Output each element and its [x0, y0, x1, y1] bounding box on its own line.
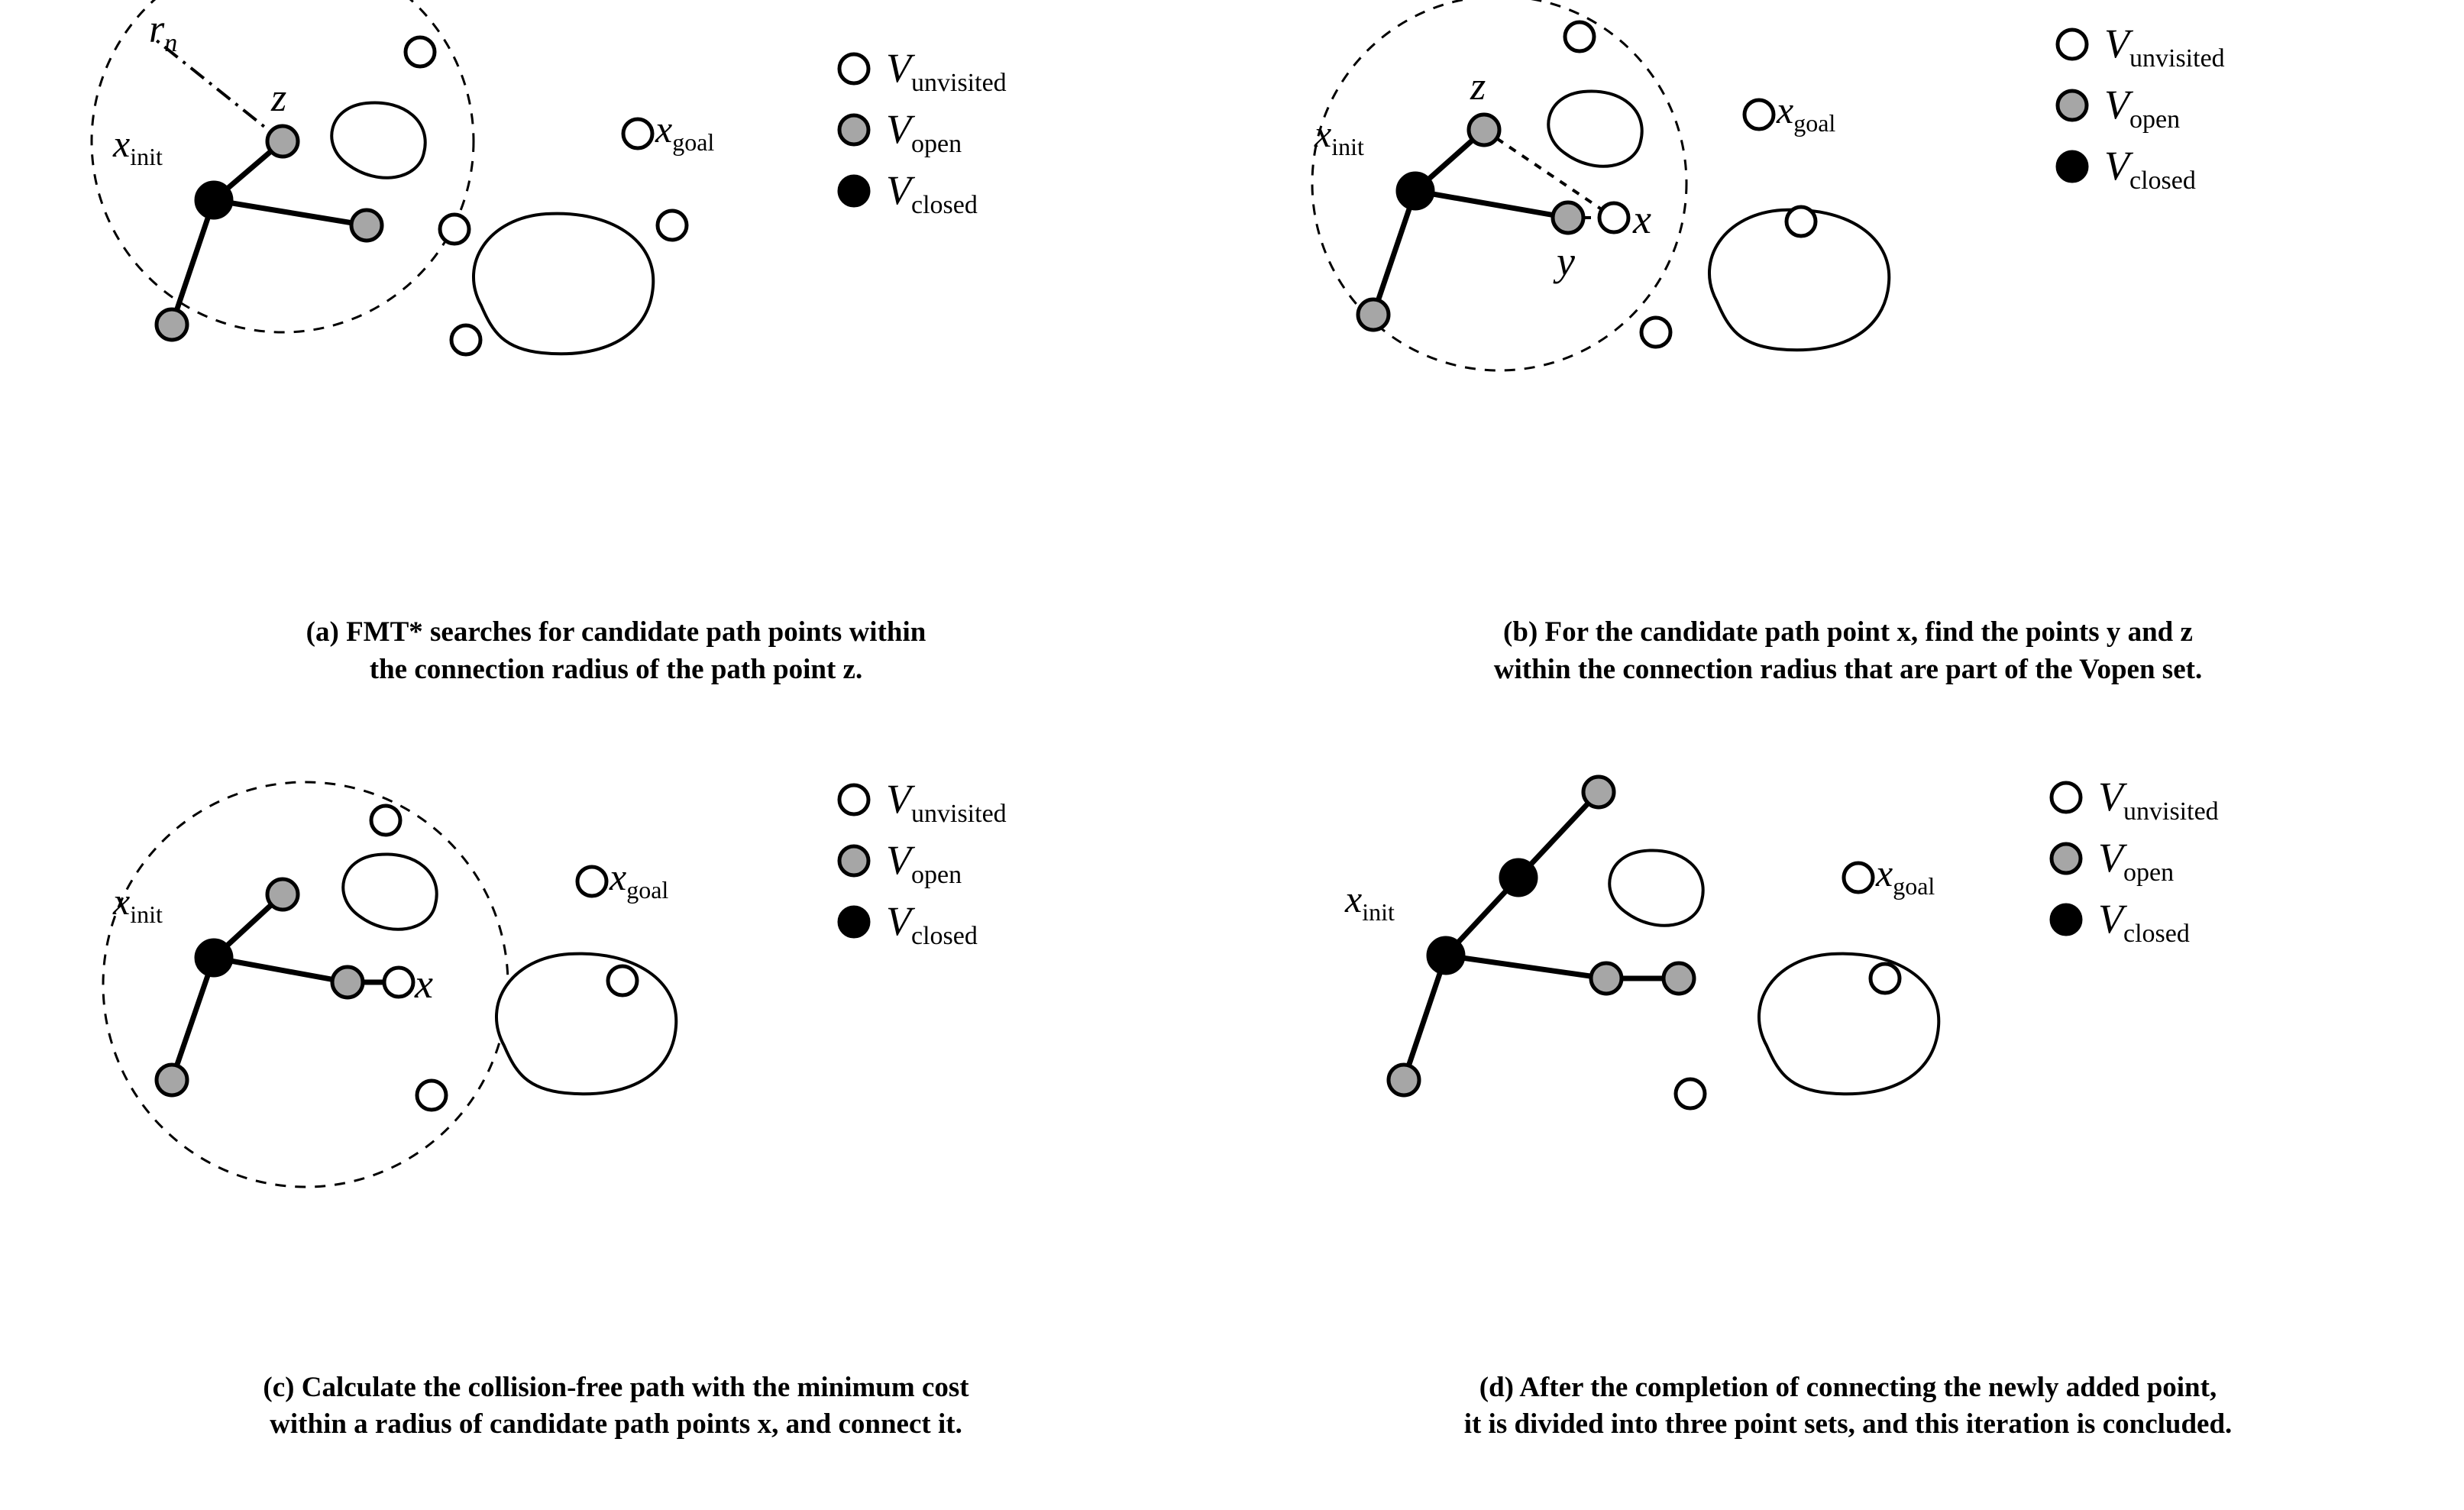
node-unvisited-xgoal [1745, 100, 1774, 129]
node-unvisited [608, 966, 637, 995]
legend-closed-icon [839, 176, 868, 205]
node-open [1583, 777, 1614, 807]
panel-b-caption-line1: For the candidate path point x, find the points y and z [1544, 616, 2193, 648]
node-unvisited-x [1599, 203, 1628, 232]
node-unvisited [1641, 318, 1670, 347]
legend-unvisited-label: $V_{unvisited}$ [886, 775, 1007, 828]
panel-b-caption-label: (b) [1503, 616, 1538, 648]
panel-d-caption-line2: it is divided into three point sets, and this iteration is concluded. [1463, 1408, 2233, 1440]
panel-c-canvas [0, 755, 1232, 1366]
legend-closed-label: $V_{closed}$ [886, 167, 978, 219]
tree-edge [214, 200, 367, 225]
panel-a-caption-line1: FMT* searches for candidate path points within [346, 616, 926, 648]
obstacle-large [1759, 953, 1939, 1094]
legend-closed-icon [2058, 152, 2087, 181]
panel-b-caption-line2: within the connection radius that are part of the Vopen set. [1493, 653, 2203, 685]
obstacle-small [331, 102, 425, 177]
legend-open-label: $V_{open}$ [886, 106, 962, 158]
legend-unvisited-icon [2052, 783, 2081, 812]
node-unvisited [451, 325, 480, 354]
node-unvisited [406, 37, 435, 66]
tree-edge [1446, 955, 1606, 978]
legend-closed-icon [2052, 905, 2081, 934]
node-unvisited [1787, 207, 1816, 236]
tree-edge [214, 958, 348, 982]
node-open-y [1553, 202, 1583, 233]
xinit-label: $x_{init}$ [1345, 877, 1395, 926]
node-closed-xinit [1428, 938, 1463, 973]
z-label: z [1470, 65, 1486, 108]
legend-unvisited-icon [839, 54, 868, 83]
panel-c-caption-label: (c) [263, 1371, 295, 1403]
panel-b-caption [1294, 614, 2403, 689]
panel-c-caption-line1: Calculate the collision-free path with the minimum cost [301, 1371, 969, 1403]
node-unvisited-x [384, 968, 413, 997]
node-unvisited [440, 215, 469, 244]
legend [839, 776, 1007, 950]
xinit-label: $x_{init}$ [113, 879, 163, 928]
node-unvisited [371, 806, 400, 835]
legend-open-icon [839, 846, 868, 875]
legend-open-label: $V_{open}$ [2104, 82, 2181, 134]
legend-open-label: $V_{open}$ [886, 836, 962, 889]
xgoal-label: $x_{goal}$ [655, 108, 715, 156]
xinit-label: $x_{init}$ [113, 122, 163, 170]
y-label: y [1557, 238, 1575, 284]
panel-a-caption-label: (a) [306, 616, 339, 648]
node-unvisited-xgoal [1844, 863, 1873, 892]
legend-unvisited-label: $V_{unvisited}$ [2098, 773, 2219, 826]
panel-b-canvas [1232, 0, 2464, 611]
obstacle-large [496, 953, 676, 1094]
node-closed-xinit [196, 940, 231, 975]
legend-open-icon [839, 115, 868, 144]
panel-a [0, 0, 1232, 755]
x-label: x [415, 960, 433, 1007]
connection-radius-circle [103, 782, 508, 1187]
xgoal-label: $x_{goal}$ [1777, 89, 1836, 137]
node-unvisited [1871, 964, 1900, 993]
legend-open-icon [2052, 844, 2081, 873]
tree-edge [1415, 191, 1568, 218]
node-unvisited [417, 1081, 446, 1110]
tree-edge [1404, 955, 1446, 1080]
node-closed [1501, 860, 1536, 895]
node-unvisited [658, 211, 687, 240]
z-label: z [271, 76, 287, 120]
obstacle-small [1548, 91, 1641, 166]
node-open [1358, 299, 1389, 330]
panel-c [0, 755, 1232, 1510]
node-open-z [1469, 115, 1499, 145]
xgoal-label: $x_{goal}$ [1876, 851, 1935, 900]
legend-closed-label: $V_{closed}$ [886, 897, 978, 950]
panel-d-caption-line1: After the completion of connecting the newly added point, [1519, 1371, 2217, 1403]
node-open [351, 210, 382, 241]
node-open [157, 1065, 187, 1095]
panel-a-caption-line2: the connection radius of the path point z. [369, 653, 863, 685]
legend-unvisited-label: $V_{unvisited}$ [886, 45, 1007, 97]
node-unvisited-xgoal [623, 119, 652, 148]
panel-b [1232, 0, 2464, 755]
node-unvisited [1676, 1079, 1705, 1108]
legend-closed-label: $V_{closed}$ [2104, 143, 2196, 195]
tree-edge [1373, 191, 1415, 315]
legend-unvisited-icon [839, 785, 868, 814]
legend [839, 45, 1007, 219]
xinit-label: $x_{init}$ [1314, 112, 1364, 160]
node-unvisited [1565, 22, 1594, 51]
legend-closed-label: $V_{closed}$ [2098, 895, 2190, 948]
legend-unvisited-icon [2058, 30, 2087, 59]
node-open-new [1664, 963, 1694, 994]
legend [2052, 774, 2219, 948]
obstacle-large [474, 214, 653, 354]
obstacle-small [343, 854, 436, 929]
x-label: x [1633, 196, 1651, 242]
panel-d-caption-label: (d) [1479, 1371, 1515, 1403]
legend-closed-icon [839, 907, 868, 936]
panel-c-caption-line2: within a radius of candidate path points x, and connect it. [270, 1408, 962, 1440]
legend-open-icon [2058, 91, 2087, 120]
node-open [267, 879, 298, 910]
panel-d-canvas [1232, 755, 2464, 1366]
legend-unvisited-label: $V_{unvisited}$ [2104, 21, 2225, 73]
node-open [157, 309, 187, 340]
panel-d [1232, 755, 2464, 1510]
tree-edge [172, 200, 214, 325]
xgoal-label: $x_{goal}$ [610, 855, 669, 904]
radius-label: $r_n$ [149, 8, 178, 57]
legend [2058, 21, 2225, 195]
node-closed-xinit [1398, 173, 1433, 209]
node-closed-xinit [196, 183, 231, 218]
node-open-y [332, 967, 363, 998]
legend-open-label: $V_{open}$ [2098, 834, 2175, 887]
panel-a-caption [62, 614, 1171, 689]
panel-a-canvas [0, 0, 1232, 611]
panel-d-caption [1294, 1369, 2403, 1444]
node-open [1591, 963, 1622, 994]
node-open [1389, 1065, 1419, 1095]
panel-c-caption [62, 1369, 1171, 1444]
node-unvisited-xgoal [577, 867, 606, 896]
obstacle-small [1609, 850, 1702, 925]
node-open-z [267, 126, 298, 157]
